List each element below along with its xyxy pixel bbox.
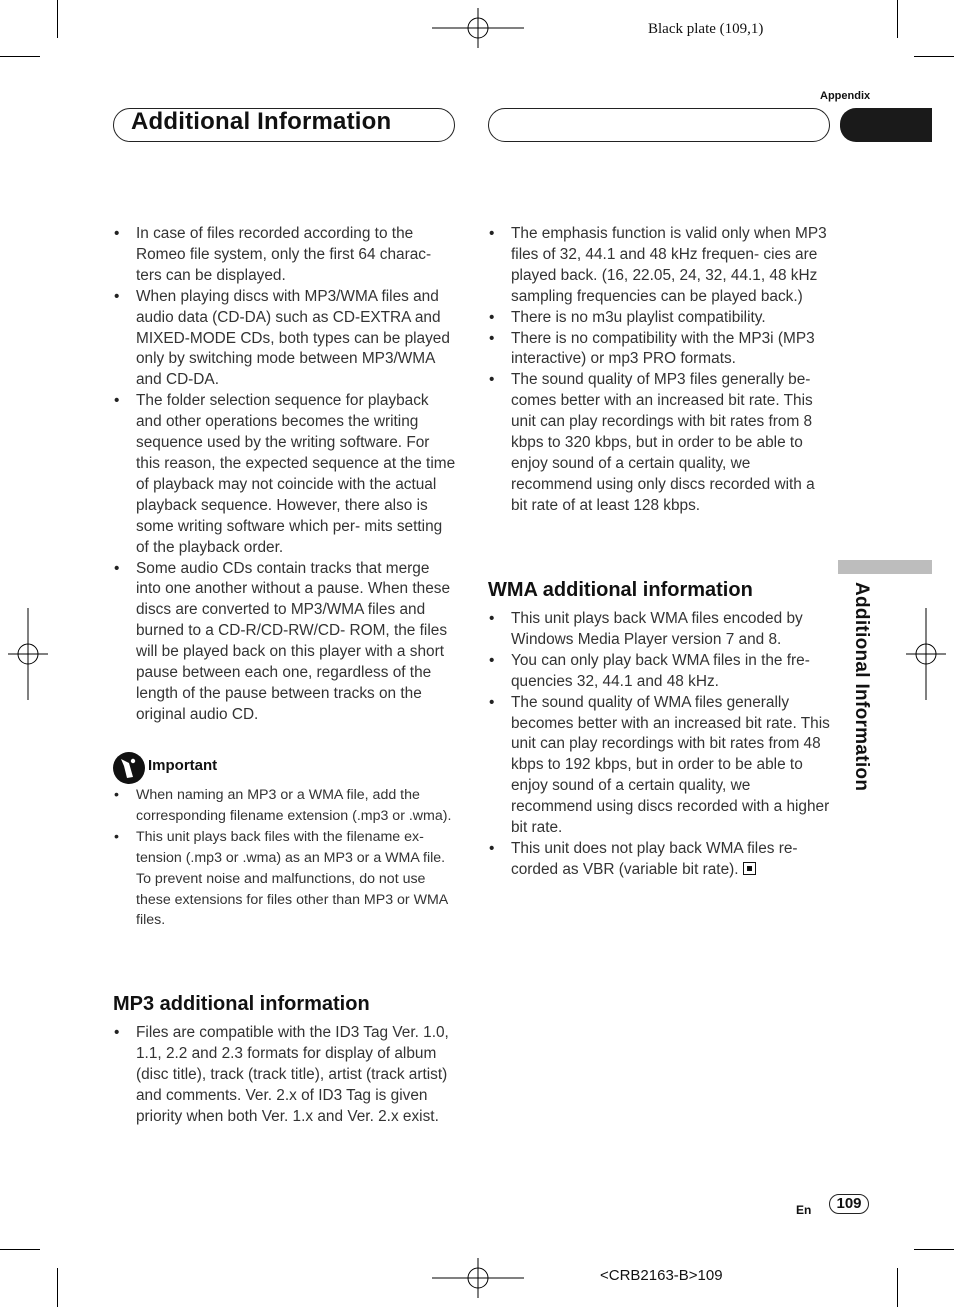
registration-target-icon <box>906 608 946 700</box>
mp3-section-heading: MP3 additional information <box>113 993 370 1015</box>
crop-mark <box>57 1268 58 1307</box>
crop-mark <box>57 0 58 38</box>
list-item: • In case of files recorded according to the Romeo file system, only the first 64 charac- ters can be displayed. <box>114 224 456 287</box>
list-item: • The sound quality of MP3 files generally be- comes better with an increased bit rate. This unit can play recordings with bit rates from 8 kbps to 320 kbps, but in order to be able to enjoy sound of a certain quality, we recommend using only discs recorded with a bit rate of at least 128 kbps. <box>489 370 831 516</box>
list-item: • Files are compatible with the ID3 Tag Ver. 1.0, 1.1, 2.2 and 2.3 formats for display of album (disc title), track (track title), artist (track artist) and comments. Ver. 2.x of ID3 Tag is given priority when both Ver. 1.x and Ver. 2.x exist. <box>114 1023 456 1128</box>
list-item: • The sound quality of WMA files generally becomes better with an increased bit rate. This unit can play recordings with bit rates from 48 kbps to 192 kbps, but in order to be able to enjoy sound of a certain quality, we recommend using discs recorded with a higher bit rate. <box>489 693 831 839</box>
document-code: <CRB2163-B>109 <box>600 1267 723 1284</box>
list-item: • There is no compatibility with the MP3i (MP3 interactive) or mp3 PRO formats. <box>489 329 831 371</box>
registration-target-icon <box>8 608 48 700</box>
crop-mark <box>914 1249 954 1250</box>
list-item: • Some audio CDs contain tracks that merge into one another without a pause. When these discs are converted to MP3/WMA files and burned to a CD-R/CD-RW/CD- ROM, the files will be played back on this player with a short pause between each one, regardless of the length of the pause between tracks on the original audio CD. <box>114 559 456 726</box>
plate-label: Black plate (109,1) <box>648 21 764 37</box>
mp3-bullet-list <box>114 1023 456 1128</box>
left-bullet-list <box>114 224 456 726</box>
crop-mark <box>0 56 40 57</box>
registration-target-icon <box>432 8 524 48</box>
wma-bullet-list <box>489 609 831 881</box>
crop-mark <box>0 1249 40 1250</box>
crop-mark <box>897 1268 898 1307</box>
crop-mark <box>914 56 954 57</box>
end-of-section-icon <box>743 862 756 875</box>
list-item: • The emphasis function is valid only when MP3 files of 32, 44.1 and 48 kHz frequen- cies are played back. (16, 22.05, 24, 32, 44.1, 48 kHz sampling frequencies can be played back.) <box>489 224 831 308</box>
list-item: • When playing discs with MP3/WMA files and audio data (CD-DA) such as CD-EXTRA and MIXED-MODE CDs, both types can be played only by switching mode between MP3/WMA and CD-DA. <box>114 287 456 392</box>
section-tag: Appendix <box>820 90 871 102</box>
right-bullet-list <box>489 224 831 517</box>
list-item: • This unit plays back files with the filename ex- tension (.mp3 or .wma) as an MP3 or a WMA file. To prevent noise and malfunctions, do not use these extensions for files other than MP3 or WMA files. <box>114 827 456 932</box>
list-item: • This unit plays back WMA files encoded by Windows Media Player version 7 and 8. <box>489 609 831 651</box>
list-item: • The folder selection sequence for playback and other operations becomes the writing sequence used by the writing software. For this reason, the expected sequence at the time of playback may not coincide with the actual playback sequence. However, there also is some writing software which per- mits setting of the playback order. <box>114 391 456 558</box>
page-number: 109 <box>829 1194 869 1214</box>
chapter-tab <box>840 108 932 142</box>
header-blank-box <box>488 108 830 142</box>
side-tab-marker <box>838 560 932 574</box>
registration-target-icon <box>432 1258 524 1298</box>
wma-section-heading: WMA additional information <box>488 579 753 601</box>
important-list <box>114 785 456 931</box>
list-item: • You can only play back WMA files in the fre- quencies 32, 44.1 and 48 kHz. <box>489 651 831 693</box>
list-item <box>489 839 831 881</box>
important-label: Important <box>148 757 218 774</box>
language-label: En <box>796 1203 812 1217</box>
side-tab-label: Additional Information <box>851 582 872 792</box>
list-item: • There is no m3u playlist compatibility. <box>489 308 831 329</box>
important-icon <box>113 752 145 784</box>
crop-mark <box>897 0 898 38</box>
list-item: • When naming an MP3 or a WMA file, add the corresponding filename extension (.mp3 or .wma). <box>114 785 456 827</box>
page-title: Additional Information <box>131 108 392 135</box>
list-item-text: This unit does not play back WMA files re- corded as VBR (variable bit rate). <box>511 839 798 878</box>
